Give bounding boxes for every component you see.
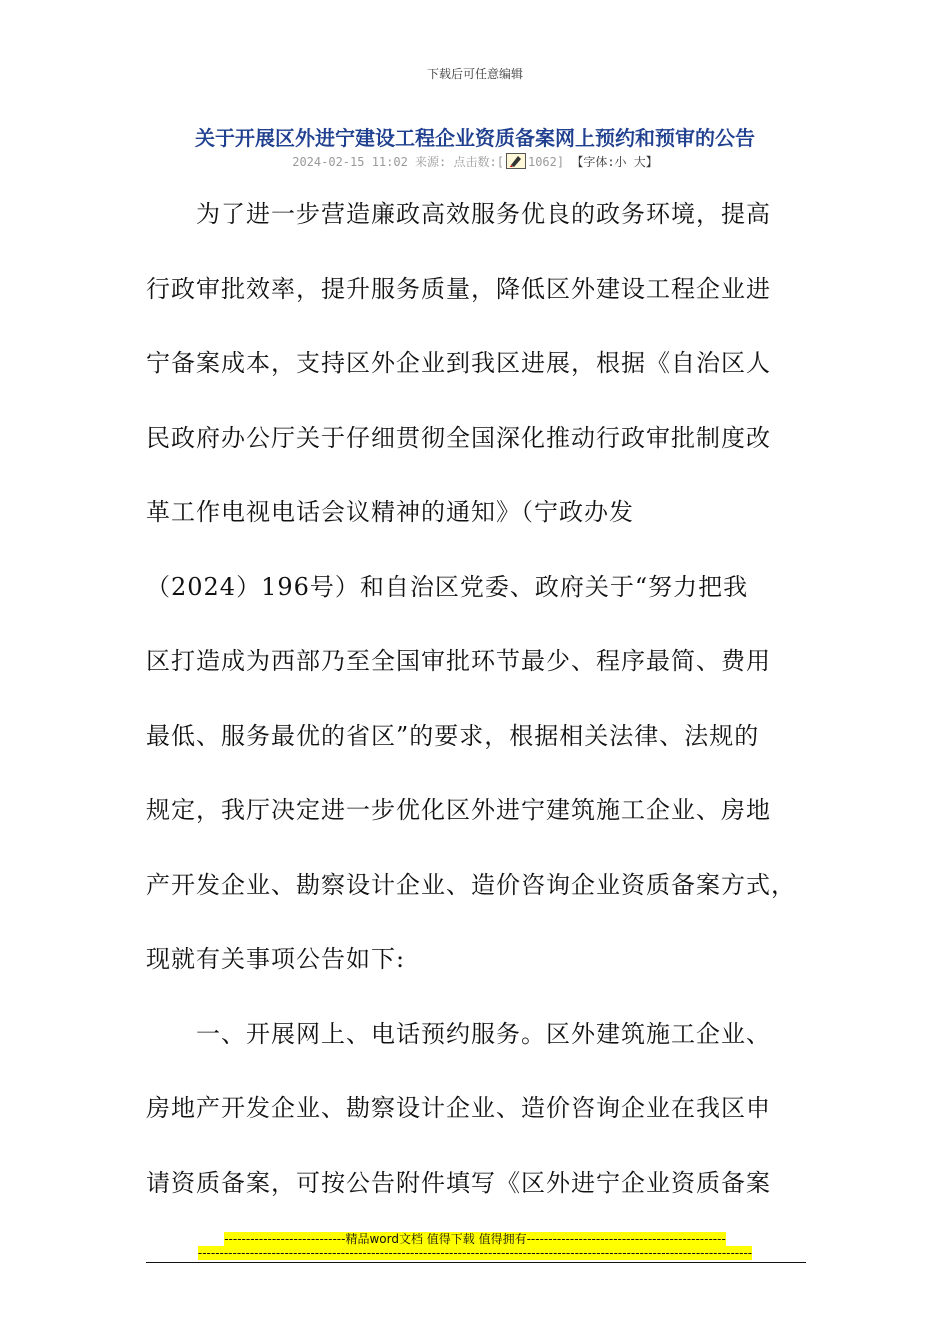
body-line: 产开发企业、勘察设计企业、造价咨询企业资质备案方式， (146, 870, 796, 899)
body-line: 一、开展网上、电话预约服务。区外建筑施工企业、 (146, 1019, 771, 1048)
body-line: （2024）196号）和自治区党委、政府关于“努力把我 (146, 572, 749, 601)
meta-source-label: 来源: (415, 155, 447, 169)
article-body (146, 177, 796, 1220)
footer-dashes-text: -------------------------------------------------------------------------------------------------------------------------------- (197, 1246, 753, 1260)
edit-icon (506, 153, 526, 169)
meta-clicks-label: 点击数:[ (453, 155, 504, 169)
footer-dashes (0, 1246, 950, 1260)
header-note: 下载后可任意编辑 (426, 67, 523, 81)
body-line: 宁备案成本，支持区外企业到我区进展，根据《自治区人 (146, 349, 771, 377)
body-line: 行政审批效率，提升服务质量，降低区外建设工程企业进 (146, 274, 771, 303)
footer-banner-text: ----------------------------精品word文档 值得下载 值得拥有---------------------------------------------- (224, 1232, 726, 1246)
footer-banner (0, 1230, 950, 1247)
font-size-toggle[interactable]: 【字体:小 大】 (571, 155, 658, 169)
body-line: 规定，我厅决定进一步优化区外进宁建筑施工企业、房地 (146, 796, 771, 824)
body-line: 区打造成为西部乃至全国审批环节最少、程序最简、费用 (146, 647, 771, 675)
body-line: 现就有关事项公告如下: (146, 945, 406, 973)
body-line: 请资质备案，可按公告附件填写《区外进宁企业资质备案 (146, 1168, 771, 1197)
body-line: 革工作电视电话会议精神的通知》（宁政办发 (146, 498, 634, 526)
meta-clicks-count: 1062] (527, 155, 565, 169)
article-meta (0, 153, 950, 170)
article-title: 关于开展区外进宁建设工程企业资质备案网上预约和预审的公告 (195, 126, 755, 150)
body-line: 房地产开发企业、勘察设计企业、造价咨询企业在我区申 (146, 1094, 771, 1122)
body-line: 最低、服务最优的省区”的要求，根据相关法律、法规的 (146, 721, 760, 750)
body-line: 为了进一步营造廉政高效服务优良的政务环境，提高 (146, 200, 771, 228)
footer-rule (146, 1262, 806, 1263)
meta-date-time: 2024-02-15 11:02 (292, 155, 408, 169)
body-line: 民政府办公厅关于仔细贯彻全国深化推动行政审批制度改 (146, 423, 771, 452)
